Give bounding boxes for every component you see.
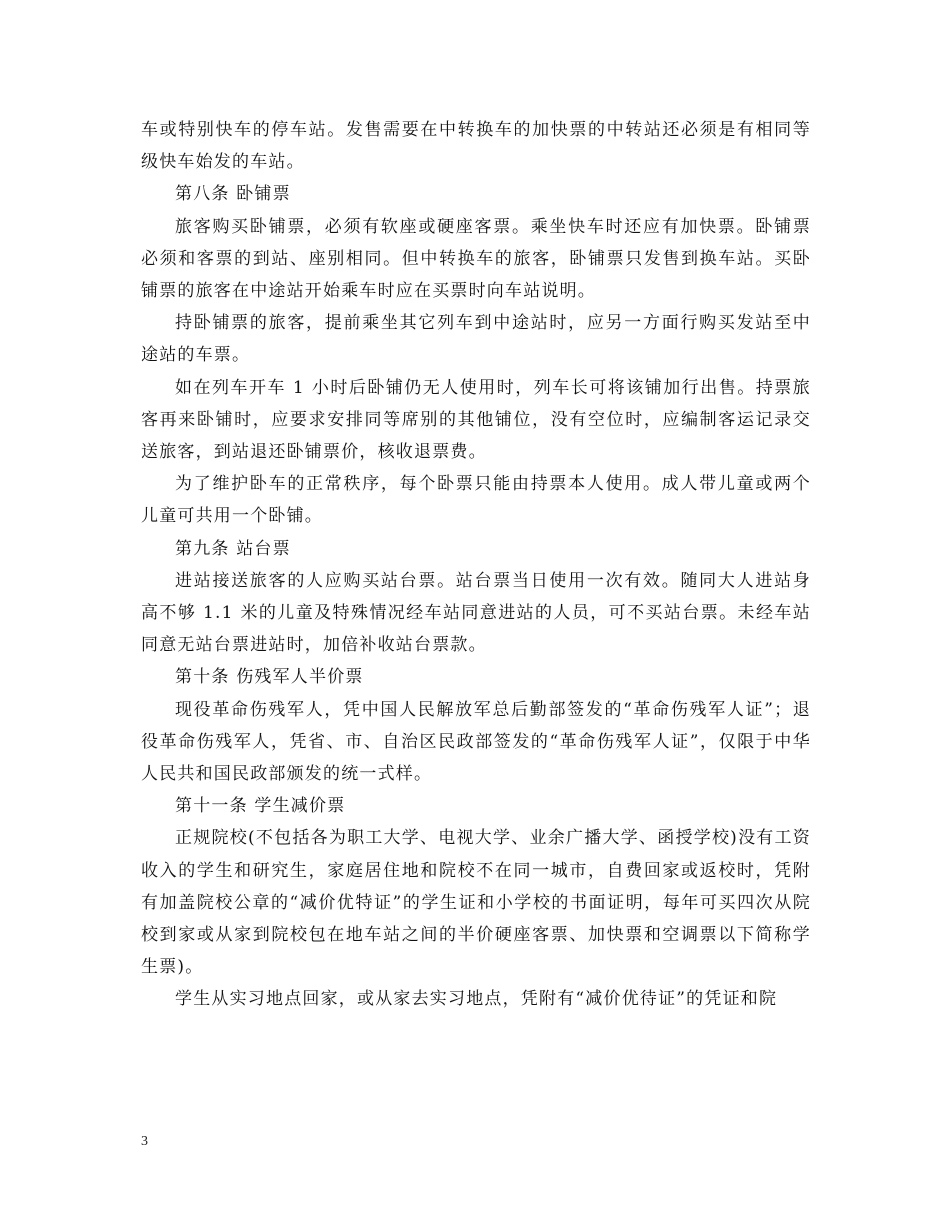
page-number: 3 [141, 1134, 148, 1149]
paragraph: 学生从实习地点回家，或从家去实习地点，凭附有“减价优待证”的凭证和院 [175, 989, 778, 1010]
paragraph: 如在列车开车 1 小时后卧铺仍无人使用时，列车长可将该铺加行出售。持票旅客再来卧铺时，应要求安排同等席别的其他铺位，没有空位时，应编制客运记录交送旅客，到站退还卧铺票价，核收退票费。 [141, 377, 811, 463]
article-11-heading: 第十一条 学生减价票 [175, 796, 346, 817]
article-8-heading: 第八条 卧铺票 [175, 184, 291, 205]
paragraph: 持卧铺票的旅客，提前乘坐其它列车到中途站时，应另一方面行购买发站至中途站的车票。 [141, 313, 811, 366]
article-9-heading: 第九条 站台票 [175, 538, 291, 559]
paragraph: 进站接送旅客的人应购买站台票。站台票当日使用一次有效。随同大人进站身高不够 1.1 米的儿童及特殊情况经车站同意进站的人员，可不买站台票。未经车站同意无站台票进站时，加倍补收站台票款。 [141, 570, 811, 656]
paragraph: 现役革命伤残军人，凭中国人民解放军总后勤部签发的“革命伤残军人证”；退役革命伤残军人，凭省、市、自治区民政部签发的“革命伤残军人证”，仅限于中华人民共和国民政部颁发的统一式样。 [141, 699, 811, 785]
article-10-heading: 第十条 伤残军人半价票 [175, 667, 364, 688]
paragraph-continuation: 车或特别快车的停车站。发售需要在中转换车的加快票的中转站还必须是有相同等级快车始发的车站。 [141, 120, 811, 173]
paragraph: 正规院校(不包括各为职工大学、电视大学、业余广播大学、函授学校)没有工资收入的学生和研究生，家庭居住地和院校不在同一城市，自费回家或返校时，凭附有加盖院校公章的“减价优特证”的学生证和小学校的书面证明，每年可买四次从院校到家或从家到院校包在地车站之间的半价硬座客票、加快票和空调票以下简称学生票)。 [141, 828, 811, 978]
paragraph: 为了维护卧车的正常秩序，每个卧票只能由持票本人使用。成人带儿童或两个儿童可共用一个卧铺。 [141, 474, 811, 527]
document-body [141, 114, 811, 1016]
paragraph: 旅客购买卧铺票，必须有软座或硬座客票。乘坐快车时还应有加快票。卧铺票必须和客票的到站、座别相同。但中转换车的旅客，卧铺票只发售到换车站。买卧铺票的旅客在中途站开始乘车时应在买票时向车站说明。 [141, 216, 811, 302]
